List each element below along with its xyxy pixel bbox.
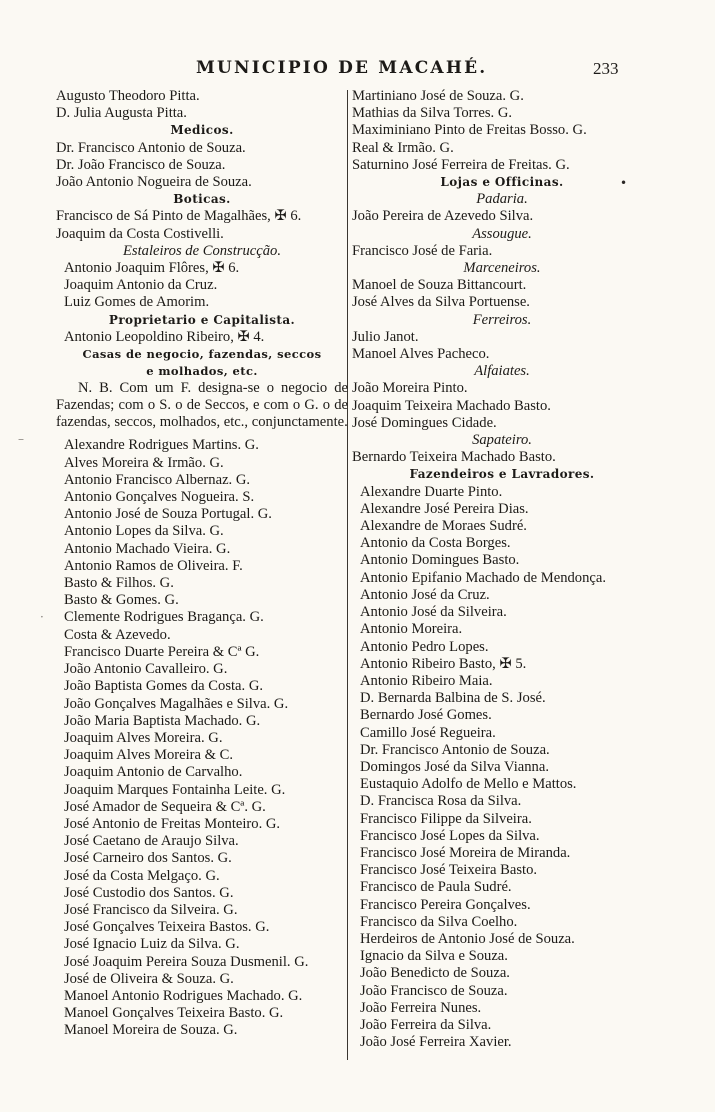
list-entry: Julio Janot. (352, 328, 419, 345)
list-entry: Antonio Moreira. (360, 621, 463, 638)
list-entry: João Ferreira Nunes. (360, 999, 482, 1016)
list-entry: Manoel Alves Pacheco. (352, 346, 490, 363)
right-column (352, 88, 652, 1051)
list-entry: Antonio Gonçalves Nogueira. S. (64, 489, 255, 506)
list-entry: Maximiniano Pinto de Freitas Bosso. G. (352, 122, 587, 139)
list-entry: Francisco da Silva Coelho. (360, 913, 518, 930)
list-entry: José Ignacio Luiz da Silva. G. (64, 936, 240, 953)
list-entry: Antonio Joaquim Flôres, ✠ 6. (64, 260, 240, 277)
list-entry: José Antonio de Freitas Monteiro. G. (64, 815, 281, 832)
list-entry: Costa & Azevedo. (64, 626, 171, 643)
list-entry: Dr. João Francisco de Souza. (56, 156, 226, 173)
list-entry: Francisco José Teixeira Basto. (360, 862, 538, 879)
list-fazendeiros (352, 484, 652, 1052)
list-entry: Antonio Ribeiro Basto, ✠ 5. (360, 655, 527, 672)
section-heading: Alfaiates. (474, 363, 530, 380)
section-heading: Ferreiros. (472, 311, 532, 328)
list-entry: Antonio Pedro Lopes. (360, 638, 489, 655)
list-entry: Camillo José Regueira. (360, 724, 496, 741)
list-entry: Antonio José da Silveira. (360, 604, 507, 621)
list-entry: José Gonçalves Teixeira Bastos. G. (64, 919, 270, 936)
list-entry: Francisco José Moreira de Miranda. (360, 844, 571, 861)
list-entry: D. Julia Augusta Pitta. (56, 105, 187, 122)
list-entry: Real & Irmão. G. (352, 139, 454, 156)
section-heading: Casas de negocio, fazendas, seccos (82, 347, 322, 362)
list-entry: Bernardo José Gomes. (360, 707, 492, 724)
list-proprietario (56, 329, 348, 346)
page-header (0, 58, 715, 82)
list-entry: Ignacio da Silva e Souza. (360, 948, 508, 965)
list-entry: Herdeiros de Antonio José de Souza. (360, 930, 575, 947)
list-marceneiros (352, 277, 652, 311)
section-heading: Lojas e Officinas. (440, 175, 564, 190)
list-entry: Alexandre José Pereira Dias. (360, 500, 529, 517)
section-heading: e molhados, etc. (146, 364, 258, 379)
list-entry: Antonio Machado Vieira. G. (64, 540, 231, 557)
list-entry: Antonio Epifanio Machado de Mendonça. (360, 569, 606, 586)
section-heading: Fazendeiros e Lavradores. (409, 467, 595, 482)
list-entry: Alexandre Rodrigues Martins. G. (64, 437, 259, 454)
section-heading: Medicos. (170, 123, 234, 138)
list-entry: Manoel de Souza Bittancourt. (352, 277, 527, 294)
list-entry: Manoel Moreira de Souza. G. (64, 1022, 238, 1039)
list-entry: Francisco José Lopes da Silva. (360, 827, 540, 844)
list-casas (56, 437, 348, 1039)
list-top (56, 88, 348, 122)
list-entry: João Antonio Cavalleiro. G. (64, 661, 228, 678)
list-entry: Antonio José da Cruz. (360, 586, 490, 603)
list-entry: João Baptista Gomes da Costa. G. (64, 678, 264, 695)
list-entry: João Maria Baptista Machado. G. (64, 712, 261, 729)
section-heading: Marceneiros. (463, 260, 541, 277)
page-title: MUNICIPIO DE MACAHÉ. (196, 58, 488, 78)
list-entry: João Pereira de Azevedo Silva. (352, 208, 534, 225)
nb-note: N. B. Com um F. designa-se o negocio de Fazendas; com o S. o de Seccos, e com o G. o de fazendas, seccos, molhados, etc., conjunctamente. (56, 380, 348, 431)
list-entry: João Moreira Pinto. (352, 380, 468, 397)
list-entry: Joaquim Alves Moreira & C. (64, 747, 234, 764)
list-entry: José de Oliveira & Souza. G. (64, 970, 234, 987)
list-alfaiates (352, 380, 652, 432)
list-entry: D. Francisca Rosa da Silva. (360, 793, 522, 810)
list-entry: José Joaquim Pereira Souza Dusmenil. G. (64, 953, 309, 970)
list-ferreiros (352, 329, 652, 363)
list-entry: João José Ferreira Xavier. (360, 1034, 512, 1051)
list-entry: Clemente Rodrigues Bragança. G. (64, 609, 264, 626)
list-entry: João Antonio Nogueira de Souza. (56, 174, 252, 191)
list-entry: Joaquim Antonio de Carvalho. (64, 764, 243, 781)
list-entry: José Custodio dos Santos. G. (64, 884, 234, 901)
list-boticas (56, 208, 348, 242)
list-entry: Dr. Francisco Antonio de Souza. (56, 139, 246, 156)
section-heading: Boticas. (173, 192, 231, 207)
list-entry: Francisco José de Faria. (352, 242, 493, 259)
list-entry: Antonio Leopoldino Ribeiro, ✠ 4. (64, 328, 265, 345)
margin-mark: • (620, 176, 628, 190)
section-heading: Sapateiro. (472, 432, 532, 449)
list-entry: Mathias da Silva Torres. G. (352, 105, 513, 122)
list-entry: Francisco de Sá Pinto de Magalhães, ✠ 6. (56, 208, 302, 225)
list-entry: José Carneiro dos Santos. G. (64, 850, 232, 867)
section-heading: Assougue. (472, 225, 532, 242)
list-entry: Manoel Gonçalves Teixeira Basto. G. (64, 1005, 284, 1022)
list-entry: José da Costa Melgaço. G. (64, 867, 220, 884)
list-entry: João Ferreira da Silva. (360, 1016, 492, 1033)
list-entry: José Francisco da Silveira. G. (64, 901, 238, 918)
list-entry: José Domingues Cidade. (352, 414, 497, 431)
list-estaleiros (56, 260, 348, 312)
list-entry: D. Bernarda Balbina de S. José. (360, 690, 546, 707)
list-entry: Eustaquio Adolfo de Mello e Mattos. (360, 776, 577, 793)
list-entry: Francisco de Paula Sudré. (360, 879, 512, 896)
list-padaria (352, 208, 652, 225)
list-entry: Dr. Francisco Antonio de Souza. (360, 741, 550, 758)
list-entry: João Francisco de Souza. (360, 982, 508, 999)
list-entry: Antonio José de Souza Portugal. G. (64, 506, 272, 523)
list-entry: José Caetano de Araujo Silva. (64, 833, 239, 850)
list-entry: Antonio Francisco Albernaz. G. (64, 471, 251, 488)
list-entry: Antonio Domingues Basto. (360, 552, 520, 569)
list-sapateiro (352, 449, 652, 466)
list-entry: José Amador de Sequeira & Cª. G. (64, 798, 266, 815)
list-assougue (352, 243, 652, 260)
list-entry: Francisco Duarte Pereira & Cª G. (64, 643, 260, 660)
list-entry: Francisco Pereira Gonçalves. (360, 896, 531, 913)
list-entry: Joaquim da Costa Costivelli. (56, 225, 224, 242)
list-entry: Joaquim Alves Moreira. G. (64, 729, 223, 746)
left-column (56, 88, 348, 1040)
list-entry: Bernardo Teixeira Machado Basto. (352, 449, 556, 466)
margin-mark: – (18, 432, 24, 446)
list-entry: Augusto Theodoro Pitta. (56, 88, 200, 104)
list-entry: Luiz Gomes de Amorim. (64, 294, 210, 311)
list-entry: Antonio Ramos de Oliveira. F. (64, 557, 243, 574)
list-entry: Antonio Ribeiro Maia. (360, 672, 493, 689)
list-medicos (56, 140, 348, 192)
list-entry: Saturnino José Ferreira de Freitas. G. (352, 156, 570, 173)
section-heading: Estaleiros de Construcção. (123, 242, 281, 259)
list-entry: Alexandre de Moraes Sudré. (360, 518, 527, 535)
list-entry: Alexandre Duarte Pinto. (360, 483, 503, 500)
list-entry: Martiniano José de Souza. G. (352, 88, 524, 104)
list-entry: João Gonçalves Magalhães e Silva. G. (64, 695, 289, 712)
list-entry: Joaquim Antonio da Cruz. (64, 277, 218, 294)
list-entry: Domingos José da Silva Vianna. (360, 758, 549, 775)
list-entry: Manoel Antonio Rodrigues Machado. G. (64, 987, 303, 1004)
margin-mark: · (40, 610, 44, 624)
page-number: 233 (593, 59, 619, 78)
list-entry: Alves Moreira & Irmão. G. (64, 454, 224, 471)
list-entry: José Alves da Silva Portuense. (352, 294, 530, 311)
list-entry: Antonio da Costa Borges. (360, 535, 511, 552)
list-entry: João Benedicto de Souza. (360, 965, 510, 982)
list-entry: Francisco Filippe da Silveira. (360, 810, 532, 827)
list-entry: Basto & Gomes. G. (64, 592, 179, 609)
list-entry: Antonio Lopes da Silva. G. (64, 523, 224, 540)
list-top (352, 88, 652, 174)
section-heading: Proprietario e Capitalista. (108, 312, 296, 327)
section-heading: Padaria. (476, 191, 528, 208)
list-entry: Joaquim Teixeira Machado Basto. (352, 397, 551, 414)
list-entry: Basto & Filhos. G. (64, 575, 174, 592)
list-entry: Joaquim Marques Fontainha Leite. G. (64, 781, 286, 798)
